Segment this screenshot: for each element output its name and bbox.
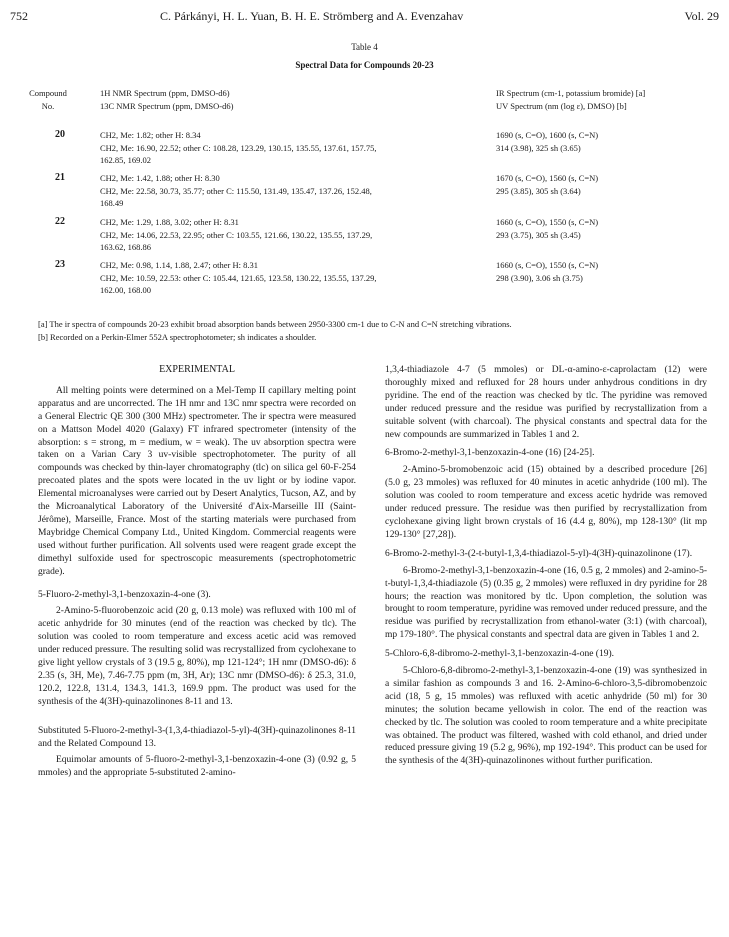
paragraph-compound-3: 2-Amino-5-fluorobenzoic acid (20 g, 0.13 mole) was refluxed with 100 ml of acetic anhydride for 30 minutes (end of the reaction was checked by tlc). The solution was cooled to room temperature and excess acetic acid was removed under reduced pressure. The resulting solid was recrystallized from cyclohexane to give light yellow crystals of 3 (19.5 g, 80%), mp 121-124°; 1H nmr (DMSO-d6): δ 2.35 (s, 3H, Me), 7.46-7.75 ppm (m, 3H, Ar); 13C nmr (DMSO-d6): δ 25.3, 31.0, 120.2, 122.8, 131.4, 134.3, 141.3, 169.9 ppm. The product was used for the synthesis of the 4(3H)-quinazolinones 8-11 and 13. (38, 606, 356, 707)
nmr-line: CH2, Me: 14.06, 22.53, 22.95; other C: 103.55, 121.66, 130.22, 135.55, 137.29, (100, 229, 373, 240)
paragraph-continued: 1,3,4-thiadiazole 4-7 (5 mmoles) or DL-α-amino-ε-caprolactam (12) were thoroughly mixed and refluxed for 28 hours under anhydrous conditions in dry pyridine. The end of the reaction was checked by tlc. The pyridine was removed under reduced pressure and the residue was purified by recrystallization from a suitable solvent (with charcoal). The physical constants and spectral data for the new compounds are summarized in Tables 1 and 2. (385, 365, 707, 440)
ir-uv-cell (496, 129, 716, 154)
page-number: 752 (10, 9, 28, 23)
table-subtitle: Spectral Data for Compounds 20-23 (295, 60, 434, 70)
nmr-line: CH2, Me: 0.98, 1.14, 1.88, 2.47; other H: 8.31 (100, 260, 258, 270)
table-header-nmr (100, 87, 233, 113)
nmr-line: CH2, Me: 1.42, 1.88; other H: 8.30 (100, 173, 220, 183)
ir-uv-cell (496, 259, 716, 284)
header-line: UV Spectrum (nm (log ε), DMSO) [b] (496, 101, 627, 111)
subheading-compound-19: 5-Chloro-6,8-dibromo-2-methyl-3,1-benzoxazin-4-one (19). (385, 649, 614, 660)
subheading-compound-16: 6-Bromo-2-methyl-3,1-benzoxazin-4-one (16) [24-25]. (385, 448, 595, 459)
paragraph-compound-17: 6-Bromo-2-methyl-3,1-benzoxazin-4-one (16, 0.5 g, 2 mmoles) and 2-amino-5-t-butyl-1,3,4-thiadiazole (5) (0.35 g, 2 mmoles) were refluxed in dry pyridine for 28 hours; the reaction was monitored by tlc. Upon completion, the solution was brought to room temperature, pyridine was removed under reduced pressure, and the residue was purified by recrystallization from ethanol-water (3:1) (with charcoal), mp 179-180°. The physical constants and spectral data are given in Tables 1 and 2. (385, 565, 707, 641)
nmr-line: CH2, Me: 1.82; other H: 8.34 (100, 130, 201, 140)
nmr-line: CH2, Me: 16.90, 22.52; other C: 108.28, 123.29, 130.15, 135.55, 137.61, 157.75, (100, 142, 377, 153)
header-line: IR Spectrum (cm-1, potassium bromide) [a] (496, 88, 646, 98)
uv-line: 314 (3.98), 325 sh (3.65) (496, 142, 581, 153)
section-heading-experimental: EXPERIMENTAL (159, 364, 235, 375)
table-footnote-b: [b] Recorded on a Perkin-Elmer 552A spectrophotometer; sh indicates a shoulder. (38, 332, 317, 342)
compound-id: 23 (55, 259, 65, 270)
nmr-cell (100, 172, 480, 210)
ir-line: 1670 (s, C=O), 1560 (s, C=N) (496, 173, 599, 183)
ir-line: 1660 (s, C=O), 1550 (s, C=N) (496, 217, 599, 227)
header-line: No. (41, 101, 55, 111)
uv-line: 298 (3.90), 3.06 sh (3.75) (496, 272, 583, 283)
nmr-line: 162.85, 169.02 (100, 155, 151, 165)
nmr-cell (100, 259, 480, 297)
volume-label: Vol. 29 (684, 9, 719, 23)
nmr-line: CH2, Me: 22.58, 30.73, 35.77; other C: 115.50, 131.49, 135.47, 137.26, 152.48, (100, 185, 372, 196)
header-line: 13C NMR Spectrum (ppm, DMSO-d6) (100, 101, 234, 111)
header-line: Compound (29, 88, 67, 98)
subheading-compound-17: 6-Bromo-2-methyl-3-(2-t-butyl-1,3,4-thiadiazol-5-yl)-4(3H)-quinazolinone (17). (385, 548, 693, 559)
uv-line: 293 (3.75), 305 sh (3.45) (496, 229, 581, 240)
uv-line: 295 (3.85), 305 sh (3.64) (496, 185, 581, 196)
right-text-column (385, 364, 707, 768)
header-line: 1H NMR Spectrum (ppm, DMSO-d6) (100, 88, 230, 98)
table-footnote-a: [a] The ir spectra of compounds 20-23 exhibit broad absorption bands between 2950-3300 cm-1 due to C-N and C=N stretching vibrations. (38, 319, 512, 329)
compound-id: 20 (55, 129, 65, 140)
paragraph-compound-19: 5-Chloro-6,8-dibromo-2-methyl-3,1-benzoxazin-4-one (19) was synthesized in a similar fashion as compounds 3 and 16. 2-Amino-6-chloro-3,5-dibromobenzoic acid (18, 5 g, 15 mmoles) was refluxed with acetic anhydride (50 ml) for 30 minutes; the solution became yellowish in color. The end of the reaction was checked by tlc. The solution was cooled to room temperature and a white precipitate was obtained. The product was filtered, washed with cold ethanol, and dried under reduced pressure giving 19 (5.2 g, 96%), mp 192-194°. This product can be used for the synthesis of the 4(3H)-quinazolinones without further purification. (385, 666, 707, 767)
ir-line: 1690 (s, C=O), 1600 (s, C=N) (496, 130, 599, 140)
nmr-cell (100, 216, 480, 254)
compound-id: 21 (55, 172, 65, 183)
ir-uv-cell (496, 172, 716, 197)
table-title: Table 4 (351, 42, 378, 52)
table-header-ir-uv (496, 87, 645, 113)
nmr-line: CH2, Me: 10.59, 22.53: other C: 105.44, 121.65, 123.58, 130.22, 135.55, 137.29, (100, 272, 377, 283)
paragraph-quinazolinones: Equimolar amounts of 5-fluoro-2-methyl-3,1-benzoxazin-4-one (3) (0.92 g, 5 mmoles) and the appropriate 5-substituted 2-amino- (38, 755, 356, 779)
paragraph-general-methods: All melting points were determined on a Mel-Temp II capillary melting point apparatus and are uncorrected. The 1H nmr and 13C nmr spectra were recorded on a General Electric QE 300 (300 MHz) spectrometer. The ir spectra were measured on a Mattson Model 4020 (Galaxy) FT infrared spectrometer (intensity of the absorption: s = strong, m = medium, w = weak). The uv absorption spectra were taken on a Varian Cary 3 uv-visible spectrophotometer. The purity of all compounds was checked by thin-layer chromatography (tlc) on silica gel 60-F-254 precoated plates and the spots were located in the uv light or by iodine vapor. Elemental microanalyses were carried out by Desert Analytics, Tucson, AZ, and by the Microanalytical Laboratory of the Université d'Aix-Marseille III (Saint-Jérôme), Marseille, France. Most of the starting materials were purchased from Maybridge Chemical Company Ltd., United Kingdom. Commercial reagents were used without further purification. All solvents used were reagent grade except the dimethyl sulfoxide used for spectroscopic measurements (spectrophotometric grade). (38, 385, 356, 577)
ir-uv-cell (496, 216, 716, 241)
left-text-column (38, 364, 356, 780)
ir-line: 1660 (s, C=O), 1550 (s, C=N) (496, 260, 599, 270)
nmr-line: CH2, Me: 1.29, 1.88, 3.02; other H: 8.31 (100, 217, 239, 227)
running-head-authors: C. Párkányi, H. L. Yuan, B. H. E. Strömberg and A. Evenzahav (160, 9, 464, 23)
nmr-cell (100, 129, 480, 167)
compound-id: 22 (55, 216, 65, 227)
paragraph-compound-16: 2-Amino-5-bromobenzoic acid (15) obtained by a described procedure [26] (5.0 g, 23 mmoles) was refluxed for 40 minutes in acetic anhydride (100 ml). The solution was cooled to room temperature and excess acetic hydride was removed under reduced pressure. The residue was then purified by recrystallization from cyclohexane giving light brown crystals of 16 (4.4 g, 80%), mp 128-130° (lit mp 129-130° [27,28]). (385, 465, 707, 540)
subheading-compound-3: 5-Fluoro-2-methyl-3,1-benzoxazin-4-one (3). (38, 589, 211, 600)
nmr-line: 168.49 (100, 198, 124, 208)
nmr-line: 163.62, 168.86 (100, 242, 151, 252)
nmr-line: 162.00, 168.00 (100, 285, 151, 295)
subheading-quinazolinones: Substituted 5-Fluoro-2-methyl-3-(1,3,4-thiadiazol-5-yl)-4(3H)-quinazolinones 8-11 and the Related Compound 13. (38, 725, 356, 749)
table-header-compound (18, 87, 78, 113)
